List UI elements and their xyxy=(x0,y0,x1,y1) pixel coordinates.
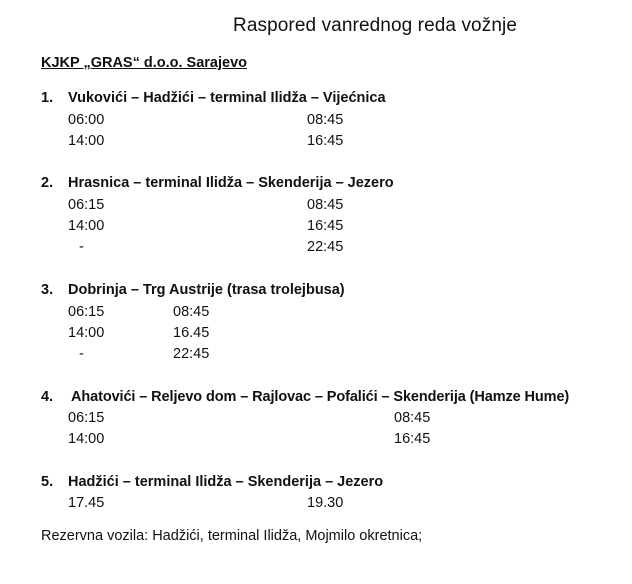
company-name: KJKP „GRAS“ d.o.o. Sarajevo xyxy=(41,55,248,71)
return-time: 16.45 xyxy=(173,325,210,341)
route-name: Vukovići – Hadžići – terminal Ilidža – Vijećnica xyxy=(68,90,386,106)
route-2-title xyxy=(41,175,394,191)
route-5-title xyxy=(41,474,383,490)
departure-time: 06:15 xyxy=(68,410,105,426)
return-time: 16:45 xyxy=(307,133,344,149)
route-number: 5. xyxy=(41,474,54,490)
departure-time: 06:15 xyxy=(68,304,105,320)
departure-time: 06:15 xyxy=(68,197,105,213)
departure-time: 14:00 xyxy=(68,218,105,234)
route-number: 1. xyxy=(41,90,54,106)
return-time: 08:45 xyxy=(173,304,210,320)
return-time: 22:45 xyxy=(307,239,344,255)
document-title: Raspored vanrednog reda vožnje xyxy=(233,15,517,36)
route-4-title xyxy=(41,389,569,405)
reserve-vehicles-note: Rezervna vozila: Hadžići, terminal Ilidža, Mojmilo okretnica; xyxy=(41,528,423,544)
departure-time: 17.45 xyxy=(68,495,105,511)
route-1-title xyxy=(41,90,386,106)
route-name: Ahatovići – Reljevo dom – Rajlovac – Pofalići – Skenderija (Hamze Hume) xyxy=(71,389,570,405)
departure-time: 14:00 xyxy=(68,325,105,341)
return-time: 19.30 xyxy=(307,495,344,511)
departure-time: 14:00 xyxy=(68,133,105,149)
departure-time: - xyxy=(79,346,84,362)
departure-time: 06:00 xyxy=(68,112,105,128)
route-number: 2. xyxy=(41,175,54,191)
route-name: Hrasnica – terminal Ilidža – Skenderija – Jezero xyxy=(68,175,394,191)
return-time: 08:45 xyxy=(394,410,431,426)
departure-time: - xyxy=(79,239,84,255)
route-name: Dobrinja – Trg Austrije (trasa trolejbusa) xyxy=(68,282,345,298)
return-time: 16:45 xyxy=(307,218,344,234)
route-name: Hadžići – terminal Ilidža – Skenderija – Jezero xyxy=(68,474,384,490)
route-3-title xyxy=(41,282,345,298)
departure-time: 14:00 xyxy=(68,431,105,447)
return-time: 08:45 xyxy=(307,197,344,213)
return-time: 16:45 xyxy=(394,431,431,447)
route-number: 4. xyxy=(41,389,53,405)
route-number: 3. xyxy=(41,282,54,298)
return-time: 08:45 xyxy=(307,112,344,128)
return-time: 22:45 xyxy=(173,346,210,362)
